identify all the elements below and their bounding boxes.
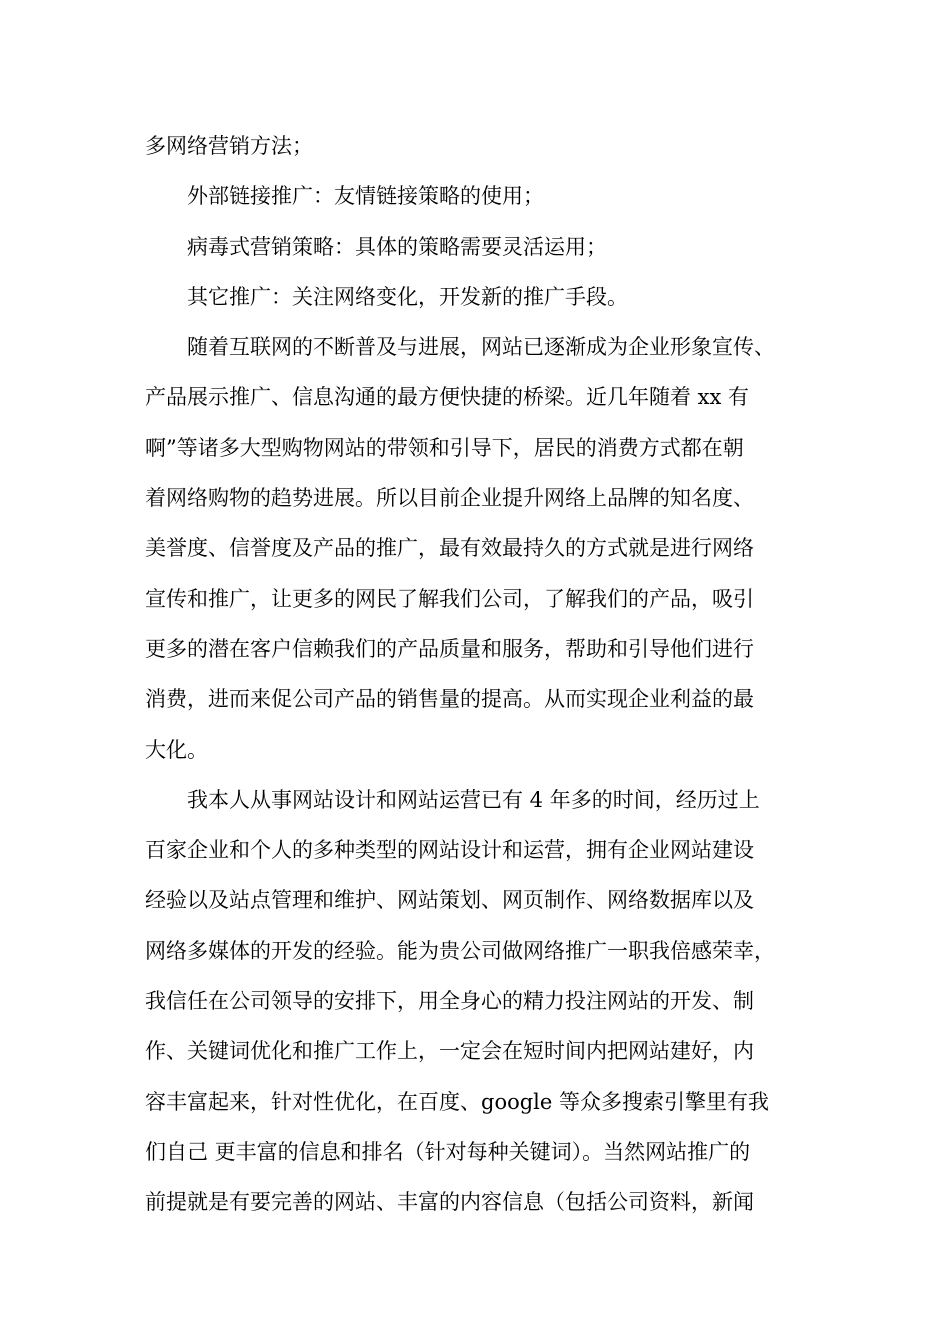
text-line: 前提就是有要完善的网站、丰富的内容信息（包括公司资料，新闻 [145,1190,754,1215]
text-line: 经验以及站点管理和维护、网站策划、网页制作、网络数据库以及 [145,888,754,913]
text-line: 我信任在公司领导的安排下，用全身心的精力投注网站的开发、制 [145,989,754,1014]
text-line: 病毒式营销策略：具体的策略需要灵活运用； [187,234,607,259]
text-line: 外部链接推广：友情链接策略的使用； [187,184,544,209]
text-line: 啊”等诸多大型购物网站的带领和引导下，居民的消费方式都在朝 [145,435,744,460]
text-line: 容丰富起来，针对性优化，在百度、google 等众多搜索引擎里有我 [145,1089,769,1114]
text-line: 其它推广：关注网络变化，开发新的推广手段。 [187,284,628,309]
text-line: 大化。 [145,737,208,762]
text-line: 网络多媒体的开发的经验。能为贵公司做网络推广一职我倍感荣幸， [145,938,775,963]
paragraph-start-line: 随着互联网的不断普及与进展，网站已逐渐成为企业形象宣传、 [187,335,775,360]
text-line: 百家企业和个人的多种类型的网站设计和运营，拥有企业网站建设 [145,838,754,863]
text-line: 着网络购物的趋势进展。所以目前企业提升网络上品牌的知名度、 [145,486,754,511]
paragraph-start-line: 我本人从事网站设计和网站运营已有 4 年多的时间，经历过上 [187,787,760,812]
text-line: 作、关键词优化和推广工作上，一定会在短时间内把网站建好，内 [145,1039,754,1064]
text-line: 宣传和推广，让更多的网民了解我们公司，了解我们的产品，吸引 [145,586,754,611]
text-line: 消费，进而来促公司产品的销售量的提高。从而实现企业利益的最 [145,687,754,712]
text-line: 产品展示推广、信息沟通的最方便快捷的桥梁。近几年随着 xx 有 [145,385,750,410]
text-line: 更多的潜在客户信赖我们的产品质量和服务，帮助和引导他们进行 [145,636,754,661]
text-line: 美誉度、信誉度及产品的推广，最有效最持久的方式就是进行网络 [145,536,754,561]
document-body [145,128,815,1235]
text-line: 们自己 更丰富的信息和排名（针对每种关键词）。当然网站推广的 [145,1139,751,1164]
text-line: 多网络营销方法； [145,134,313,158]
